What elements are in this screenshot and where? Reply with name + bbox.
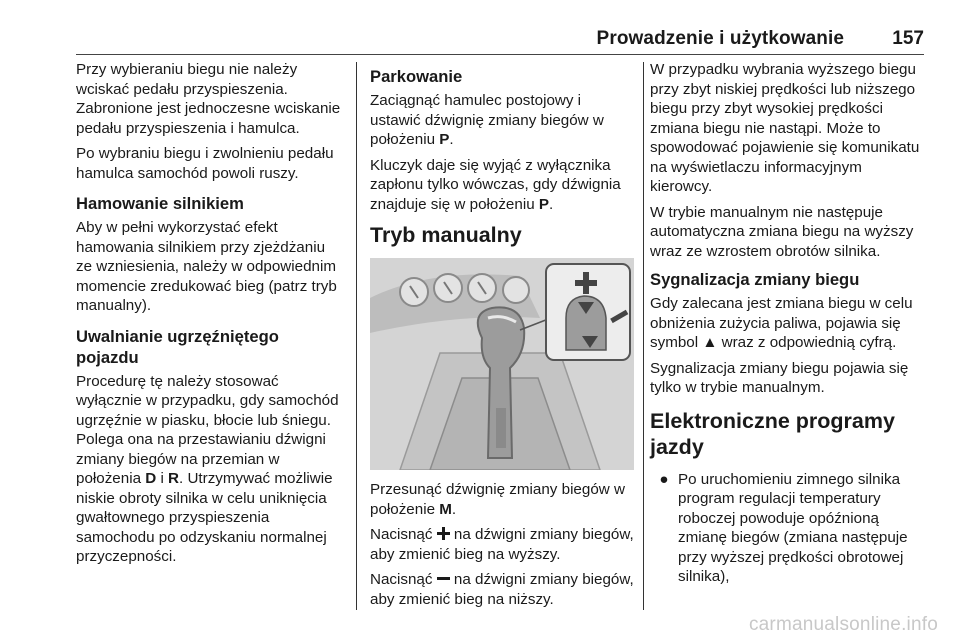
paragraph-shift-indicator: Gdy zalecana jest zmiana biegu w celu obniżenia zużycia paliwa, pojawia się symbol ▲ wraz z odpowiednią cyfrą. [650, 295, 913, 351]
paragraph-upshift: Nacisnąć na dźwigni zmiany biegów, aby zmienić bieg na wyższy. [370, 526, 634, 563]
paragraph-rocking-vehicle: Procedurę tę należy stosować wyłącznie w przypadku, gdy samochód ugrzęźnie w piasku, błocie lub śniegu. Polega ona na przestawianiu dźwigni zmiany biegów na przemian w położenia D i R. Utrzymywać możliwie niskie obroty silnika w celu uniknięcia gwałtownego przyspieszenia samochodu po odzyskaniu normalnej przyczepności. [76, 372, 339, 565]
heading-parking: Parkowanie [370, 67, 463, 86]
column-3 [650, 60, 928, 587]
paragraph-no-auto-upshift: W trybie manualnym nie następuje automatyczna zmiana biegu na wyższy wraz ze wzrostem obrotów silnika. [650, 203, 914, 260]
heading-rocking-vehicle: Uwalnianie ugrzęźniętego pojazdu [76, 326, 279, 367]
gear-p: P [439, 131, 450, 148]
plus-icon [437, 527, 450, 540]
heading-shift-indicator: Sygnalizacja zmiany biegu [650, 270, 860, 289]
bullet-text: Po uruchomieniu zimnego silnika program regulacji temperatury roboczej powoduje opóźnioną zmianę biegów (zmiana następuje przy wyższej prędkości obrotowej silnika), [678, 470, 908, 585]
list-item [650, 470, 928, 587]
gear-r: R [168, 470, 180, 487]
minus-icon [437, 572, 450, 585]
column-divider-2 [643, 62, 644, 610]
heading-electronic-programs: Elektroniczne programy jazdy [650, 408, 895, 459]
header-divider [76, 54, 924, 55]
triangle-up-icon: ▲ [702, 334, 718, 351]
paragraph-ignition-key: Kluczyk daje się wyjąć z wyłącznika zapłonu tylko wówczas, gdy dźwignia znajduje się w położeniu P. [370, 156, 621, 213]
gear-m: M [439, 500, 452, 518]
paragraph-shift-refused: W przypadku wybrania wyższego biegu przy zbyt niskiej prędkości lub niższego biegu przy zbyt wysokiej prędkości zmiana biegu nie nastąpi. Może to spowodować pojawienie się komunikatu na wyświetlaczu informacyjnym kierowcy. [650, 61, 920, 195]
paragraph-gear-selection: Przy wybieraniu biegu nie należy wciskać pedału przyspieszenia. Zabronione jest jednoczesne wciskanie pedału przyspieszenia i hamulca. [76, 61, 341, 137]
paragraph-parking: Zaciągnąć hamulec postojowy i ustawić dźwignię zmiany biegów w położeniu P. [370, 92, 604, 148]
page-header [76, 26, 924, 52]
page-number: 157 [892, 28, 924, 49]
running-header-title: Prowadzenie i użytkowanie [596, 28, 844, 49]
paragraph-select-m: Przesunąć dźwignię zmiany biegów w położenie M. [370, 481, 625, 518]
heading-manual-mode: Tryb manualny [370, 223, 522, 247]
gear-p-key: P [538, 195, 549, 213]
gear-lever-illustration [370, 258, 634, 470]
column-2 [370, 60, 634, 615]
heading-engine-braking: Hamowanie silnikiem [76, 194, 244, 213]
column-divider-1 [356, 62, 357, 610]
paragraph-brake-release: Po wybraniu biegu i zwolnieniu pedału hamulca samochód powoli ruszy. [76, 145, 334, 182]
watermark: carmanualsonline.info [748, 614, 938, 635]
bullet-icon: ● [659, 470, 669, 488]
paragraph-engine-braking: Aby w pełni wykorzystać efekt hamowania silnikiem przy zjeżdżaniu ze wzniesienia, należy w odpowiednim momencie zredukować bieg (patrz tryb manualny). [76, 219, 337, 314]
gear-d: D [145, 470, 157, 487]
paragraph-downshift: Nacisnąć na dźwigni zmiany biegów, aby zmienić bieg na niższy. [370, 571, 634, 608]
column-1 [76, 60, 344, 573]
paragraph-indicator-manual-only: Sygnalizacja zmiany biegu pojawia się tylko w trybie manualnym. [650, 359, 909, 396]
